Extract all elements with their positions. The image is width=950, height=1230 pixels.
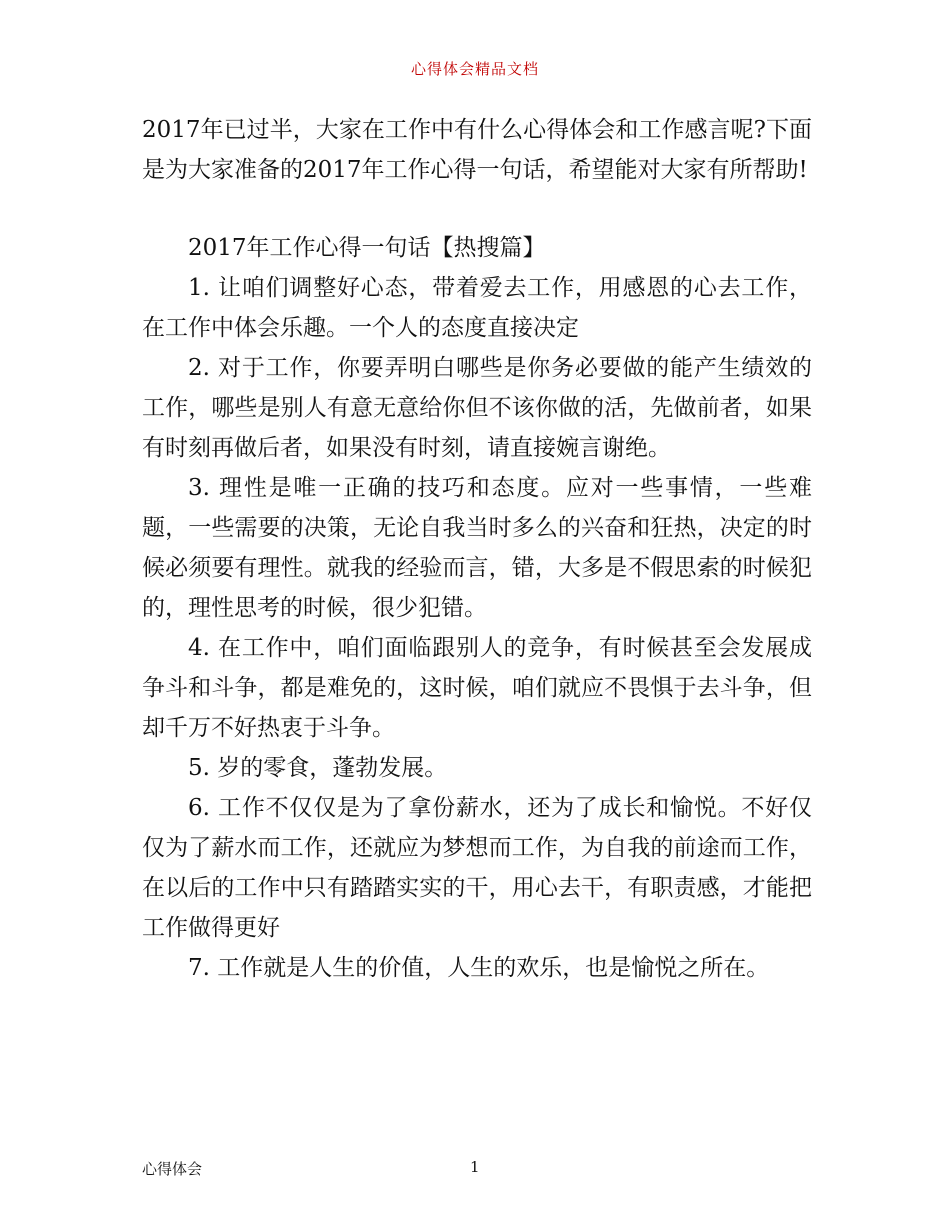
document-body (142, 110, 812, 988)
list-item: 6. 工作不仅仅是为了拿份薪水，还为了成长和愉悦。不好仅仅为了薪水而工作，还就应为梦想而工作，为自我的前途而工作，在以后的工作中只有踏踏实实的干，用心去干，有职责感，才能把工作做得更好 (142, 795, 812, 941)
page-number: 1 (470, 1158, 480, 1176)
list-item: 3. 理性是唯一正确的技巧和态度。应对一些事情，一些难题，一些需要的决策，无论自我当时多么的兴奋和狂热，决定的时候必须要有理性。就我的经验而言，错，大多是不假思索的时候犯的，理性思考的时候，很少犯错。 (142, 475, 812, 621)
footer-label: 心得体会 (142, 1160, 203, 1178)
section-title: 2017年工作心得一句话【热搜篇】 (188, 235, 546, 261)
page-header-title: 心得体会精品文档 (410, 60, 539, 78)
list-item: 1. 让咱们调整好心态，带着爱去工作，用感恩的心去工作，在工作中体会乐趣。一个人的态度直接决定 (142, 275, 812, 341)
list-item: 2. 对于工作，你要弄明白哪些是你务必要做的能产生绩效的工作，哪些是别人有意无意给你但不该你做的活，先做前者，如果有时刻再做后者，如果没有时刻，请直接婉言谢绝。 (142, 355, 812, 461)
list-item: 5. 岁的零食，蓬勃发展。 (188, 755, 448, 781)
intro-paragraph: 2017年已过半，大家在工作中有什么心得体会和工作感言呢?下面是为大家准备的2017年工作心得一句话，希望能对大家有所帮助! (142, 117, 812, 183)
list-item: 7. 工作就是人生的价值，人生的欢乐，也是愉悦之所在。 (188, 955, 770, 981)
list-item: 4. 在工作中，咱们面临跟别人的竞争，有时候甚至会发展成争斗和斗争，都是难免的，这时候，咱们就应不畏惧于去斗争，但却千万不好热衷于斗争。 (142, 635, 812, 741)
